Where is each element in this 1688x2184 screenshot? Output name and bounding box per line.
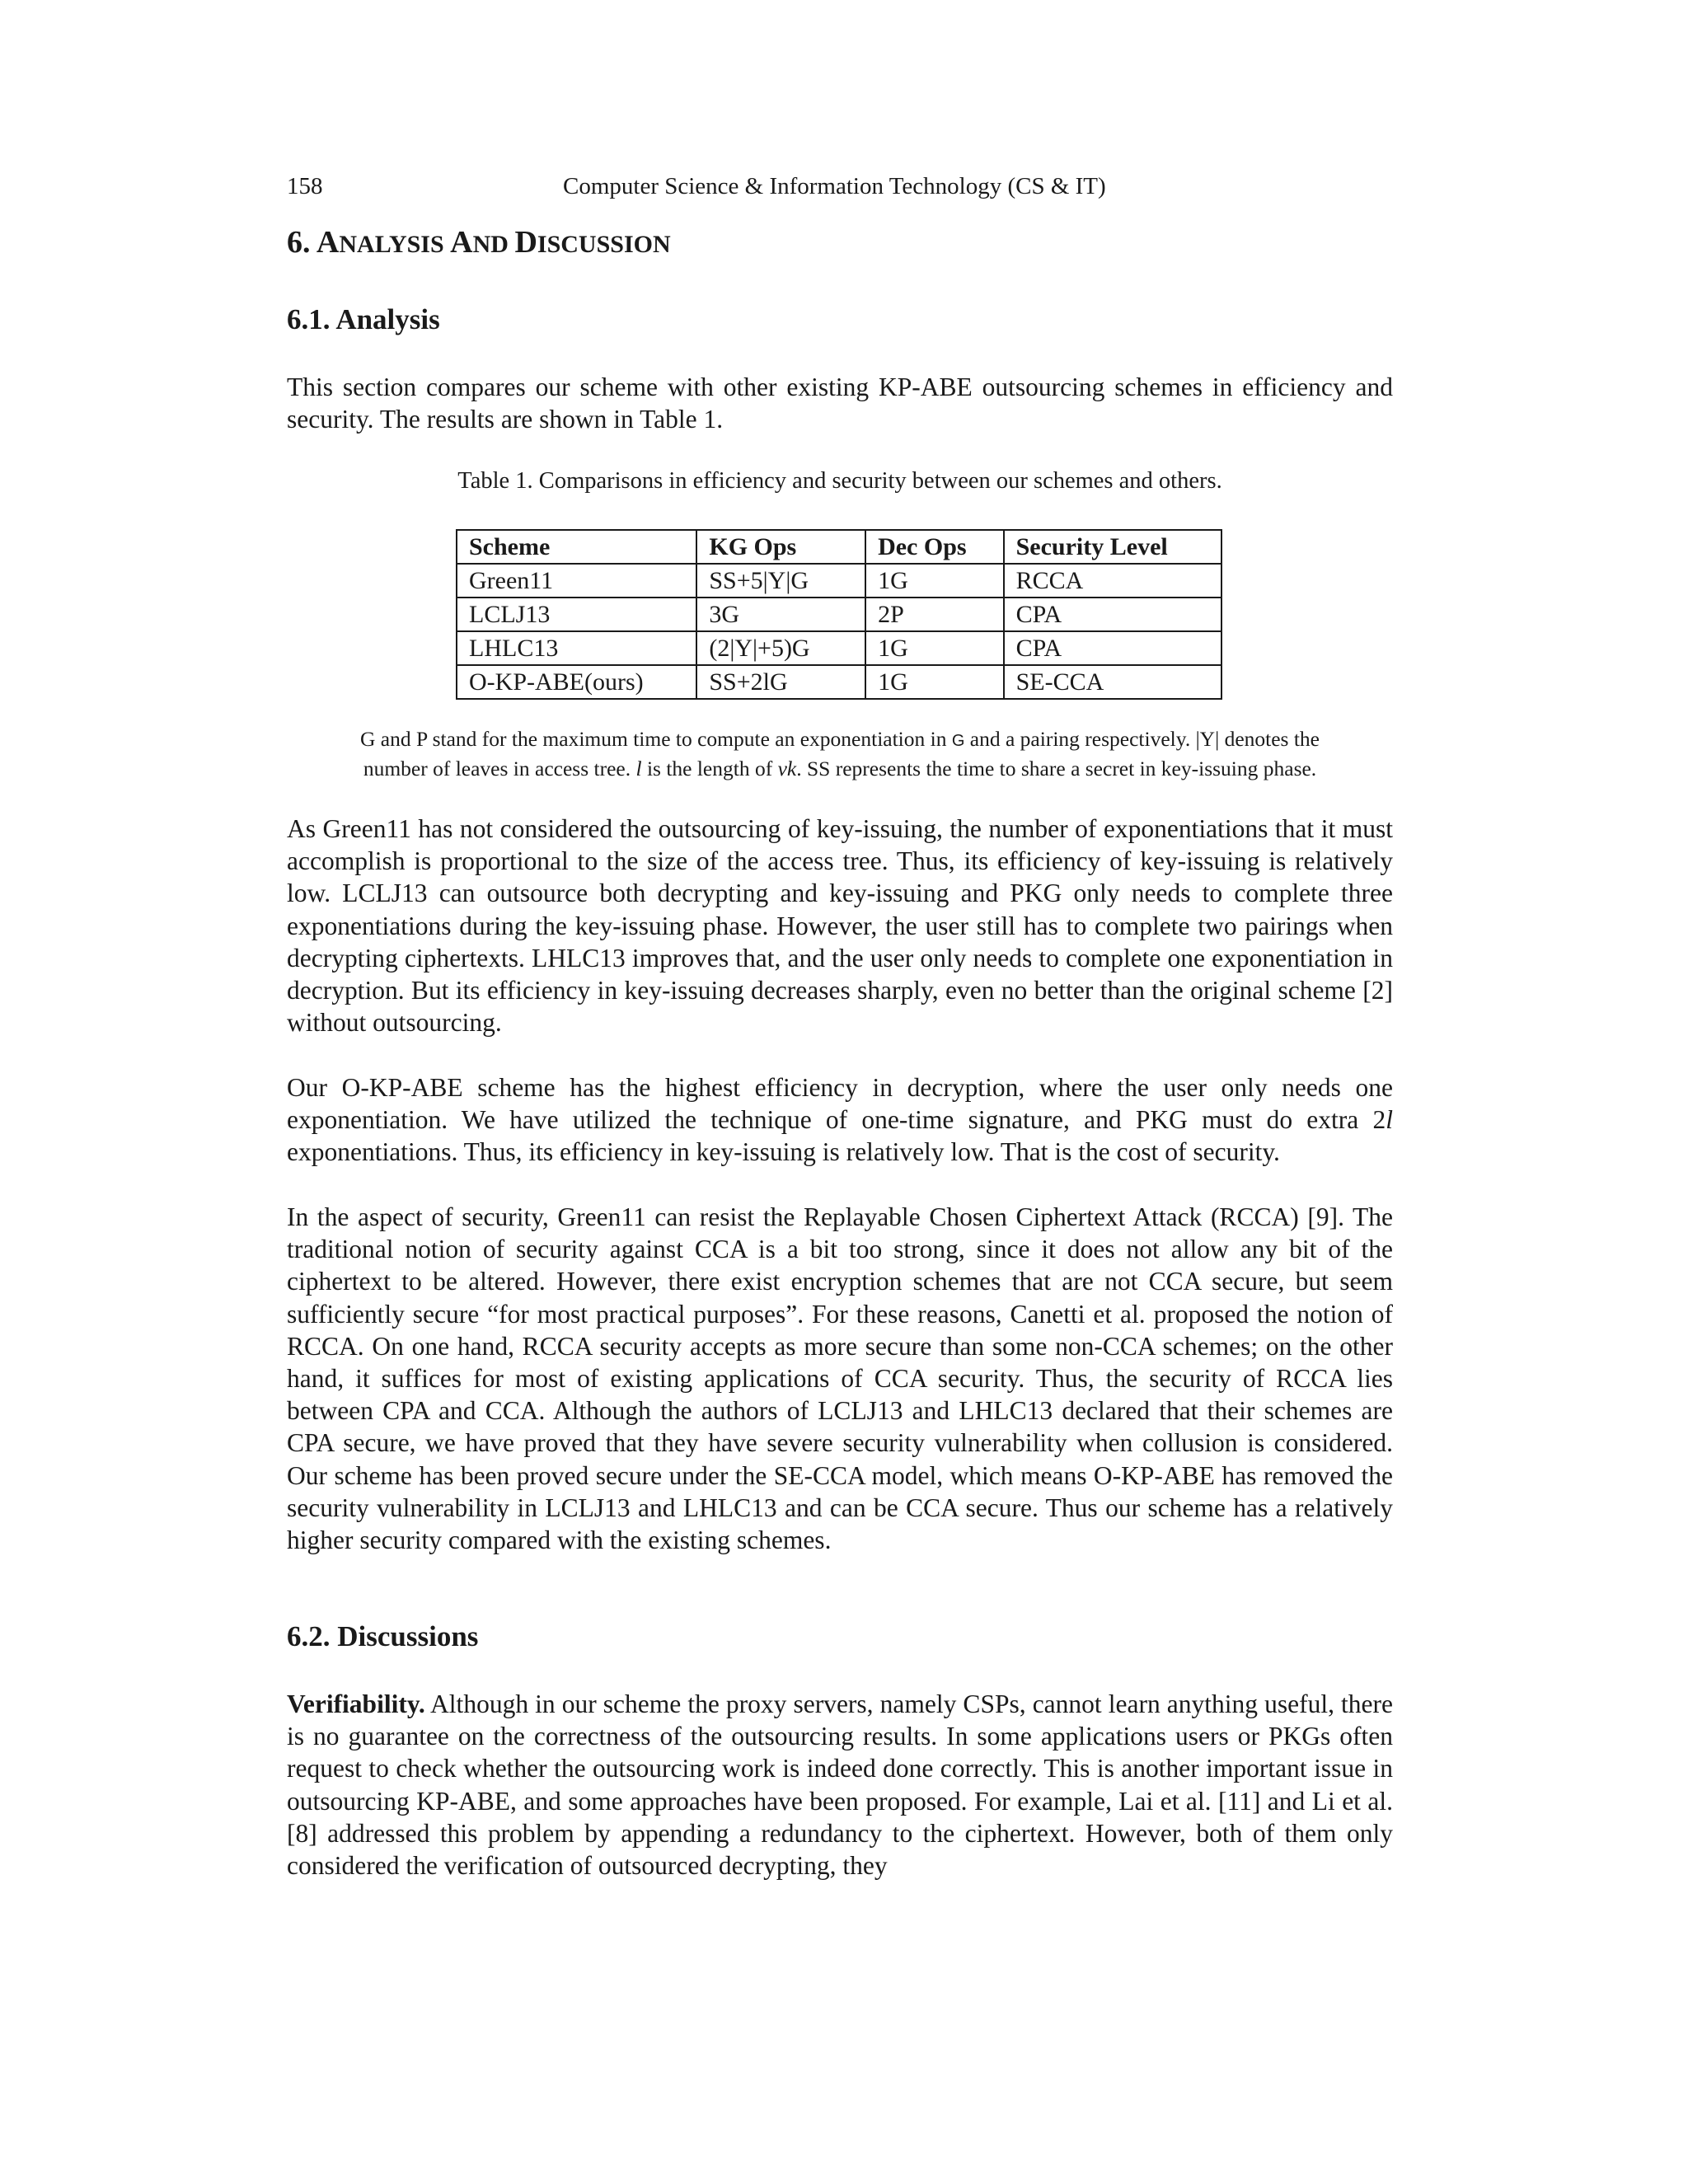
table-cell: 2P (865, 598, 1004, 631)
table-cell: CPA (1004, 598, 1221, 631)
table-row (457, 665, 1221, 699)
comparison-table (456, 529, 1222, 700)
journal-title: Computer Science & Information Technology (CS & IT) (563, 173, 1106, 199)
table-cell: SE-CCA (1004, 665, 1221, 699)
subsection-discussions-heading: 6.2. Discussions (287, 1620, 479, 1652)
table-cell: Green11 (457, 564, 696, 598)
table-cell: CPA (1004, 631, 1221, 665)
running-header (287, 173, 1393, 206)
column-header: Dec Ops (865, 530, 1004, 564)
table-header-row (457, 530, 1221, 564)
table-cell: 3G (696, 598, 865, 631)
table-cell: 1G (865, 665, 1004, 699)
table-cell: SS+5|Y|G (696, 564, 865, 598)
table-row (457, 598, 1221, 631)
table-cell: 1G (865, 564, 1004, 598)
table-cell: O-KP-ABE(ours) (457, 665, 696, 699)
section-number: 6. (287, 225, 311, 260)
table-cell: (2|Y|+5)G (696, 631, 865, 665)
table-footnote: G and P stand for the maximum time to compute an exponentiation in G and a pairing respectively. |Y| denotes the number of leaves in access tree. l is the length of vk. SS represents the time to share a secret in key-issuing phase. (359, 727, 1320, 780)
column-header: Scheme (457, 530, 696, 564)
paragraph-security: In the aspect of security, Green11 can resist the Replayable Chosen Ciphertext Attack (RCCA) [9]. The traditional notion of security against CCA is a bit too strong, since it does not allow any bit of the ciphertext to be altered. However, there exist encryption schemes that are not CCA secure, but seem sufficiently secure “for most practical purposes”. For these reasons, Canetti et al. proposed the notion of RCCA. On one hand, RCCA security accepts as more secure than some non-CCA schemes; on the other hand, it suffices for most of existing applications of CCA security. Thus, the security of RCCA lies between CPA and CCA. Although the authors of LCLJ13 and LHLC13 declared that their schemes are CPA secure, we have proved that they have severe security vulnerability when collusion is considered. Our scheme has been proved secure under the SE-CCA model, which means O-KP-ABE has removed the security vulnerability in LCLJ13 and LHLC13 and can be CCA secure. Thus our scheme has a relatively higher security compared with the existing schemes. (287, 1202, 1393, 1555)
table-row (457, 631, 1221, 665)
paragraph-okpabe-efficiency: Our O-KP-ABE scheme has the highest efficiency in decryption, where the user only needs one exponentiation. We have utilized the technique of one-time signature, and PKG must do extra 2l exponentiations. Thus, its efficiency in key-issuing is relatively low. That is the cost of security. (287, 1073, 1393, 1167)
column-header: Security Level (1004, 530, 1221, 564)
table-cell: RCCA (1004, 564, 1221, 598)
table-cell: 1G (865, 631, 1004, 665)
paragraph-efficiency-comparison: As Green11 has not considered the outsourcing of key-issuing, the number of exponentiations that it must accomplish is proportional to the size of the access tree. Thus, its efficiency of key-issuing is relatively low. LCLJ13 can outsource both decrypting and key-issuing and PKG only needs to complete three exponentiations during the key-issuing phase. However, the user still has to complete two pairings when decrypting ciphertexts. LHLC13 improves that, and the user only needs to complete one exponentiation in decryption. But its efficiency in key-issuing decreases sharply, even no better than the original scheme [2] without outsourcing. (287, 814, 1393, 1038)
column-header: KG Ops (696, 530, 865, 564)
page-number: 158 (287, 173, 323, 199)
group-symbol: G (951, 732, 965, 750)
table-cell: LHLC13 (457, 631, 696, 665)
verifiability-lead: Verifiability. (287, 1690, 425, 1718)
table-cell: SS+2lG (696, 665, 865, 699)
table-row (457, 564, 1221, 598)
intro-paragraph: This section compares our scheme with other existing KP-ABE outsourcing schemes in efficiency and security. The results are shown in Table 1. (287, 373, 1393, 434)
paragraph-verifiability: Verifiability. Although in our scheme the proxy servers, namely CSPs, cannot learn anything useful, there is no guarantee on the correctness of the outsourcing results. In some applications users or PKGs often request to check whether the outsourcing work is indeed done correctly. This is another important issue in outsourcing KP-ABE, and some approaches have been proposed. For example, Lai et al. [11] and Li et al. [8] addressed this problem by appending a redundancy to the ciphertext. However, both of them only considered the verification of outsourced decrypting, they (287, 1690, 1393, 1881)
table-cell: LCLJ13 (457, 598, 696, 631)
table-caption: Table 1. Comparisons in efficiency and security between our schemes and others. (457, 468, 1222, 494)
section-heading: 6. ANALYSIS AND DISCUSSION (287, 225, 671, 260)
subsection-analysis-heading: 6.1. Analysis (287, 303, 440, 335)
